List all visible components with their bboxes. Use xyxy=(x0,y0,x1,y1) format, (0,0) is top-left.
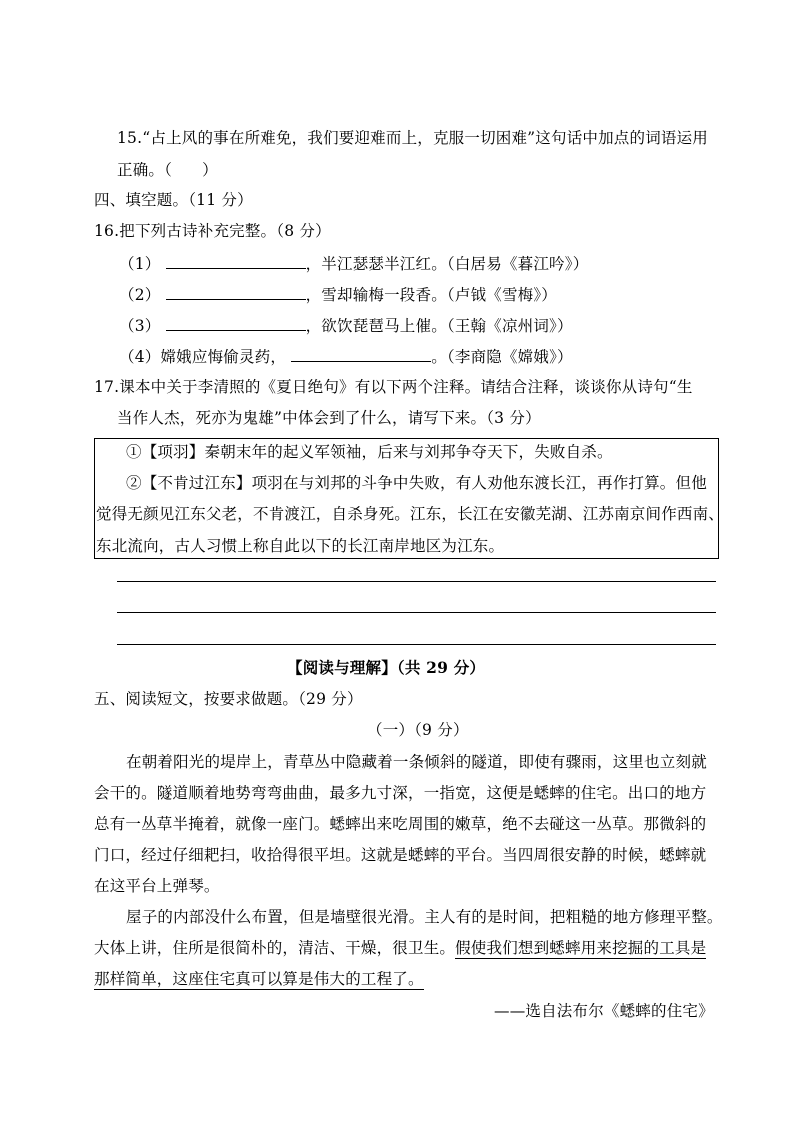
note-2-line3: 东北流向，古人习惯上称自此以下的长江南岸地区为江东。 xyxy=(96,537,505,555)
underlined-sentence-part2: 那样简单，这座住宅真可以算是伟大的工程了。 xyxy=(94,970,424,988)
passage-p1-l4: 门口，经过仔细耙扫，收拾得很平坦。这就是蟋蟀的平台。当四周很安静的时候，蟋蟀就 xyxy=(94,846,707,864)
passage-p2-l1: 屋子的内部没什么布置，但是墙壁很光滑。主人有的是时间，把粗糙的地方修理平整。 xyxy=(126,908,723,926)
q15-line2-end: ） xyxy=(202,161,218,179)
underlined-sentence-part1: 假使我们想到蟋蟀用来挖掘的工具是 xyxy=(455,939,707,957)
passage-p2-l3 xyxy=(94,968,424,990)
fill-blank-4[interactable] xyxy=(291,345,431,362)
q16-item-text: 。（李商隐《嫦娥》） xyxy=(431,348,573,366)
note-1: ①【项羽】秦朝末年的起义军领袖，后来与刘邦争夺天下，失败自杀。 xyxy=(126,443,613,461)
q16-title: 16.把下列古诗补充完整。（8 分） xyxy=(94,222,331,240)
q17-line2: 当作人杰，死亦为鬼雄”中体会到了什么，请写下来。（3 分） xyxy=(117,409,541,427)
q15-line1: 15.“占上风的事在所难免，我们要迎难而上，克服一切困难”这句话中加点的词语运用 xyxy=(117,129,709,147)
answer-line-2[interactable] xyxy=(117,612,716,613)
answer-line-1[interactable] xyxy=(117,581,716,582)
passage-p1-l5: 在这平台上弹琴。 xyxy=(94,877,220,895)
q16-item-1 xyxy=(119,252,588,275)
q16-item-2 xyxy=(119,283,557,306)
q16-item-num: （4） xyxy=(119,348,161,366)
passage-p1-l2: 会干的。隧道顺着地势弯弯曲曲，最多九寸深，一指宽，这便是蟋蟀的住宅。出口的地方 xyxy=(94,784,707,802)
q16-item-num: （2） xyxy=(119,286,161,304)
q16-item-4 xyxy=(119,345,573,368)
q16-item-num: （1） xyxy=(119,255,161,273)
passage-p1-l3: 总有一丛草半掩着，就像一座门。蟋蟀出来吃周围的嫩草，绝不去碰这一丛草。那微斜的 xyxy=(94,815,707,833)
section5-heading: 五、阅读短文，按要求做题。（29 分） xyxy=(94,690,363,708)
part1-title: （一）（9 分） xyxy=(367,721,469,739)
fill-blank-1[interactable] xyxy=(166,252,306,269)
passage-p1-l1: 在朝着阳光的堤岸上，青草丛中隐藏着一条倾斜的隧道，即使有骤雨，这里也立刻就 xyxy=(126,753,707,771)
q16-item-3 xyxy=(119,314,573,337)
q15-line2-text: 正确。（ xyxy=(117,161,173,179)
passage-p2-plain: 大体上讲，住所是很简朴的，清洁、干燥，很卫生。 xyxy=(94,939,456,957)
q16-item-text: ，欲饮琵琶马上催。（王翰《凉州词》） xyxy=(305,317,573,335)
fill-blank-3[interactable] xyxy=(166,314,306,331)
q16-item-text: ，雪却输梅一段香。（卢钺《雪梅》） xyxy=(305,286,558,304)
reading-header: 【阅读与理解】（共 29 分） xyxy=(287,658,486,677)
passage-source: ——选自法布尔《蟋蟀的住宅》 xyxy=(494,1002,714,1020)
note-2-line2: 觉得无颜见江东父老，不肯渡江，自杀身死。江东，长江在安徽芜湖、江苏南京间作西南、 xyxy=(96,505,725,523)
section4-heading: 四、填空题。（11 分） xyxy=(94,191,253,209)
passage-p2-l2 xyxy=(94,937,706,959)
fill-blank-2[interactable] xyxy=(166,283,306,300)
q16-item-text: ，半江瑟瑟半江红。（白居易《暮江吟》） xyxy=(305,255,589,273)
q16-item-num: （3） xyxy=(119,317,161,335)
q17-line1: 17.课本中关于李清照的《夏日绝句》有以下两个注释。请结合注释，谈谈你从诗句“生 xyxy=(94,378,693,396)
note-2-line1: ②【不肯过江东】项羽在与刘邦的斗争中失败，有人劝他东渡长江，再作打算。但他 xyxy=(126,474,707,492)
answer-line-3[interactable] xyxy=(117,644,716,645)
q15-line2 xyxy=(117,159,218,181)
q16-item-pre: 嫦娥应悔偷灵药， xyxy=(160,348,287,366)
